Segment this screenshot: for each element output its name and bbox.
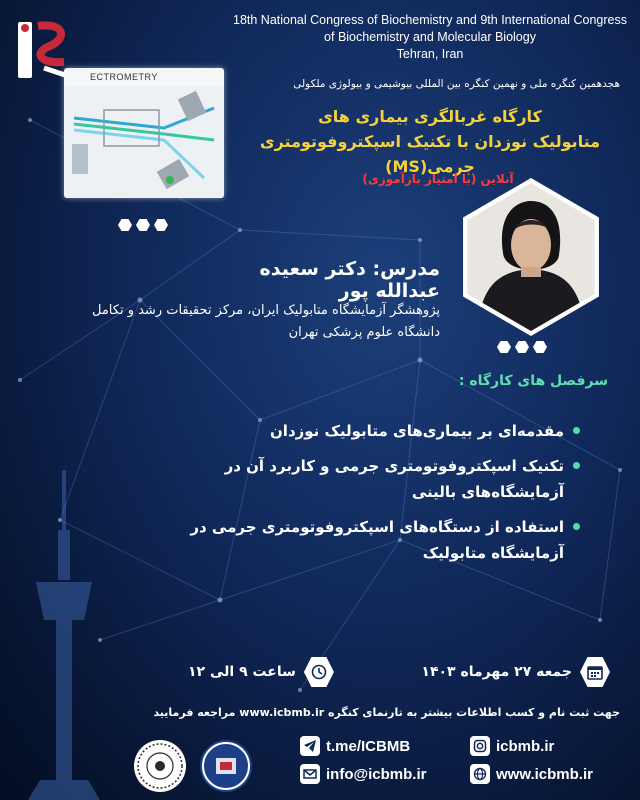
registration-note: جهت ثبت نام و کسب اطلاعات بیشتر به تارنمای کنگره www.icbmb.ir مراجعه فرمایید — [153, 706, 620, 719]
icbmb-seal-icon — [200, 740, 252, 792]
contact-links — [300, 734, 620, 794]
instructor-affiliation — [20, 300, 440, 344]
society-seal-icon — [134, 740, 186, 792]
outline-heading: سرفصل های کارگاه : — [458, 373, 608, 389]
seal-pattern-icon — [134, 740, 186, 792]
icbmb-seal-pattern-icon — [200, 740, 252, 792]
topic-text: مقدمه‌ای بر بیماری‌های متابولیک نوزدان — [270, 422, 564, 440]
hex-dot — [497, 341, 511, 353]
hex-dot — [136, 219, 150, 231]
spectrometer-diagram-icon — [64, 68, 224, 198]
congress-english-name: 18th National Congress of Biochemistry and 9th International Congress of Biochemistry and Molecular Biology — [233, 13, 627, 44]
instructor-name: مدرس: دکتر سعیده عبدالله پور — [259, 258, 440, 302]
bullet-icon — [573, 462, 580, 469]
calendar-glyph-icon — [587, 664, 603, 680]
mass-spectrometry-image-label: ECTROMETRY — [90, 72, 158, 82]
hex-dot — [515, 341, 529, 353]
list-item — [160, 453, 580, 505]
list-item — [160, 514, 580, 566]
email-icon — [300, 764, 320, 784]
workshop-time: ساعت ۹ الی ۱۲ — [188, 664, 296, 680]
affiliation-line1: پژوهشگر آزمایشگاه متابولیک ایران، مرکز تحقیقات رشد و تکامل — [92, 303, 440, 318]
list-item — [160, 418, 580, 444]
workshop-title — [240, 104, 620, 179]
workshop-title-line1: کارگاه غربالگری بیماری های — [318, 107, 542, 126]
affiliation-line2: دانشگاه علوم پزشکی تهران — [288, 325, 440, 340]
workshop-subtitle: آنلاین (با امتیاز بازآموزی) — [362, 172, 514, 186]
congress-city: Tehran, Iran — [396, 47, 464, 61]
bullet-icon — [573, 427, 580, 434]
topic-text: استفاده از دستگاه‌های اسپکتروفوتومتری جرمی در آزمایشگاه متابولیک — [190, 518, 564, 562]
email-text: info@icbmb.ir — [326, 765, 427, 783]
image-dots — [118, 219, 168, 231]
congress-english-title — [230, 12, 630, 63]
telegram-text: t.me/ICBMB — [326, 737, 411, 755]
calendar-icon — [580, 657, 610, 687]
clock-glyph-icon — [311, 664, 327, 680]
milad-tower-icon — [0, 470, 130, 800]
mass-spectrometry-image — [64, 68, 224, 198]
telegram-icon — [300, 736, 320, 756]
website-link[interactable] — [470, 764, 593, 784]
hex-dot — [118, 219, 132, 231]
website-text: www.icbmb.ir — [496, 765, 593, 783]
bullet-icon — [573, 523, 580, 530]
workshop-title-line2: متابولیک نوزدان با تکنیک اسپکتروفوتومتری جرمی(MS) — [259, 132, 601, 176]
globe-icon — [470, 764, 490, 784]
partner-seals — [134, 738, 294, 796]
congress-persian-title: هجدهمین کنگره ملی و نهمین کنگره بین المللی بیوشیمی و بیولوژی ملکولی — [293, 78, 620, 90]
hex-dot — [533, 341, 547, 353]
portrait-dots — [497, 341, 547, 353]
portrait-photo — [457, 183, 605, 331]
instagram-link[interactable] — [470, 736, 554, 756]
telegram-link[interactable] — [300, 736, 410, 756]
instructor-portrait — [452, 178, 610, 336]
clock-icon — [304, 657, 334, 687]
topic-text: تکنیک اسپکتروفوتومتری جرمی و کاربرد آن در آزمایشگاه‌های بالینی — [224, 457, 564, 501]
workshop-date: جمعه ۲۷ مهرماه ۱۴۰۳ — [421, 664, 572, 680]
instagram-icon — [470, 736, 490, 756]
hex-dot — [154, 219, 168, 231]
person-avatar-icon — [457, 183, 605, 331]
instagram-text: icbmb.ir — [496, 737, 555, 755]
email-link[interactable] — [300, 764, 426, 784]
outline-topics — [160, 418, 580, 575]
schedule-row — [180, 657, 610, 687]
